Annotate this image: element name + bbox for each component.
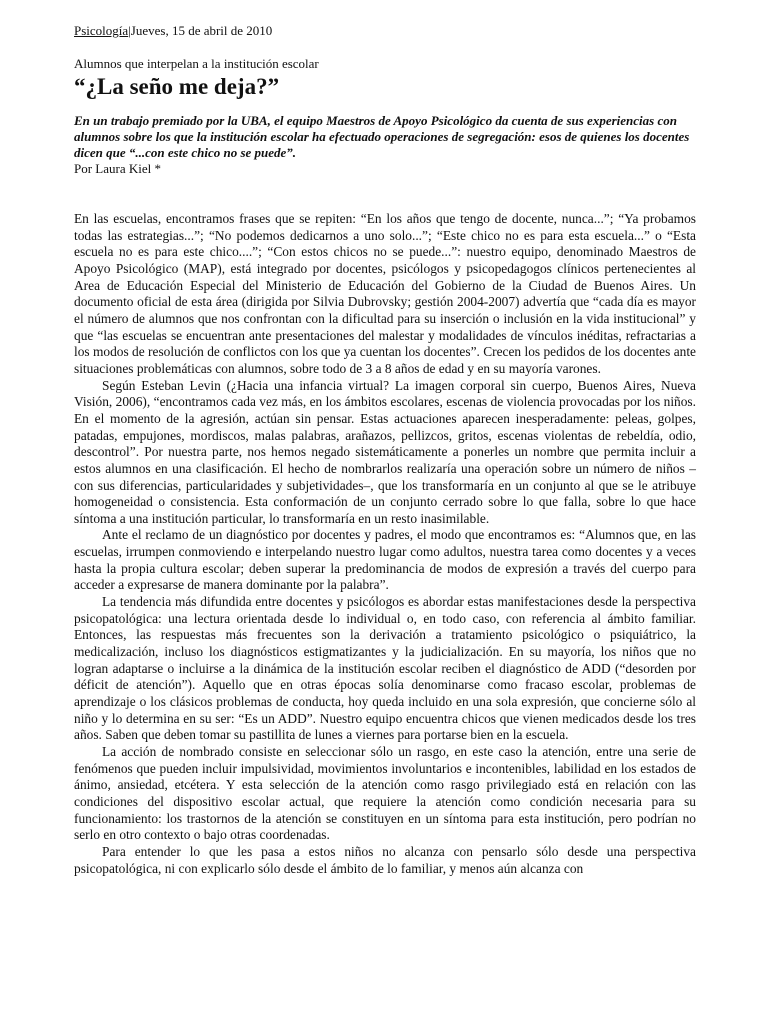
paragraph-6: Para entender lo que les pasa a estos niños no alcanza con pensarlo sólo desde una perspectiva psicopatológica, ni con explicarlo sólo desde el ámbito de lo familiar, y menos aún alcanza con bbox=[74, 843, 696, 876]
article-date: Jueves, 15 de abril de 2010 bbox=[130, 23, 273, 38]
section-separator: | bbox=[128, 23, 131, 38]
paragraph-2: Según Esteban Levin (¿Hacia una infancia virtual? La imagen corporal sin cuerpo, Buenos Aires, Nueva Visión, 2006), “encontramos cada vez más, en los ámbitos escolares, escenas de violencia provocadas por los niños. En el momento de la agresión, actúan sin pensar. Estas actuaciones aparecen inesperadamente: peleas, golpes, patadas, empujones, mordiscos, malas palabras, arañazos, pellizcos, gritos, escenas violentas de rebeldía, odio, descontrol”. Por nuestra parte, nos hemos negado sistemáticamente a ponerles un nombre que permita incluir a estos alumnos en una clasificación. El hecho de nombrarlos realizaría una operación sobre un número de niños –con sus diferencias, particularidades y subjetividades–, que los transformaría en un conjunto al que se le atribuye homogeneidad o consistencia. Esta conformación de un conjunto cerrado sobre lo que falla, sobre lo que hace síntoma a una institución particular, lo transformaría en un resto inasimilable. bbox=[74, 377, 696, 526]
article-kicker: Alumnos que interpelan a la institución escolar bbox=[74, 56, 319, 71]
paragraph-3: Ante el reclamo de un diagnóstico por docentes y padres, el modo que encontramos es: “Alumnos que, en las escuelas, irrumpen conmoviendo e interpelando nuestro lugar como adultos, nuestra tarea como docentes y a veces hasta la propia cultura escolar; deben superar la predominancia de modos de expresión a través del cuerpo para acceder a expresarse de manera dominante por la palabra”. bbox=[74, 527, 696, 593]
article-lead: En un trabajo premiado por la UBA, el equipo Maestros de Apoyo Psicológico da cuenta de sus experiencias con alumnos sobre los que la institución escolar ha efectuado operaciones de segregación: esos de quienes los docentes dicen que “...con este chico no se puede”. bbox=[74, 113, 690, 160]
paragraph-4: La tendencia más difundida entre docentes y psicólogos es abordar estas manifestaciones desde la perspectiva psicopatológica: una lectura orientada desde lo individual o, en todo caso, con referencia al ámbito familiar. Entonces, las respuestas más frecuentes son la derivación a tratamiento psicológico o psiquiátrico, la medicalización, incluso los diagnósticos estigmatizantes y la judicialización. En su mayoría, los niños que no logran adaptarse o incluirse a la dinámica de la institución escolar reciben el diagnóstico de ADD (“desorden por déficit de atención”). Aquello que en otras épocas solía denominarse como fracaso escolar, problemas de aprendizaje o los clásicos problemas de conducta, hoy queda incluido en una sola expresión, que concierne sólo al niño y lo determina en su ser: “Es un ADD”. Nuestro equipo encuentra chicos que vienen medicados desde los tres años. Saben que deben tomar su pastillita de lunes a viernes para portarse bien en la escuela. bbox=[74, 594, 696, 743]
paragraph-1: En las escuelas, encontramos frases que se repiten: “En los años que tengo de docente, nunca...”; “Ya probamos todas las estrategias...”; “No podemos dedicarnos a uno solo...”; “Este chico no es para esta escuela...” o “Esta escuela no es para este chico....”; “Con estos chicos no se puede...”: nuestro equipo, denominado Maestros de Apoyo Psicológico (MAP), está integrado por docentes, psicólogos y psicopedagogos clínicos pertenecientes al Area de Educación Especial del Ministerio de Educación del Gobierno de la Ciudad de Buenos Aires. Un documento oficial de esta área (dirigida por Silvia Dubrovsky; gestión 2004-2007) advertía que “cada día es mayor el número de alumnos que nos confrontan con la dificultad para su inserción o inclusión en la vida institucional” y que “las escuelas se encuentran ante presentaciones del malestar y modalidades de vínculos inéditas, refractarias a los modos de resolución de conflictos con los que ya cuentan los docentes”. Crecen los pedidos de los docentes ante situaciones problemáticas con alumnos, sobre todo de 3 a 8 años de edad y en su mayoría varones. bbox=[74, 211, 696, 376]
article-byline: Por Laura Kiel * bbox=[74, 161, 162, 176]
dateline bbox=[74, 22, 696, 40]
paragraph-5: La acción de nombrado consiste en seleccionar sólo un rasgo, en este caso la atención, entre una serie de fenómenos que pueden incluir impulsividad, movimientos involuntarios e incontenibles, labilidad en los estados de ánimo, ansiedad, etcétera. Y esta selección de la atención como rasgo privilegiado está en relación con las condiciones del dispositivo escolar actual, que requiere la atención como condición necesaria para su funcionamiento: los trastornos de la atención se constituyen en un síntoma para esta institución, pero podrían no serlo en otro contexto o bajo otras coordenadas. bbox=[74, 744, 696, 843]
article-body bbox=[74, 211, 696, 877]
section-link[interactable]: Psicología bbox=[74, 23, 129, 38]
article-title: “¿La seño me deja?” bbox=[74, 74, 280, 99]
